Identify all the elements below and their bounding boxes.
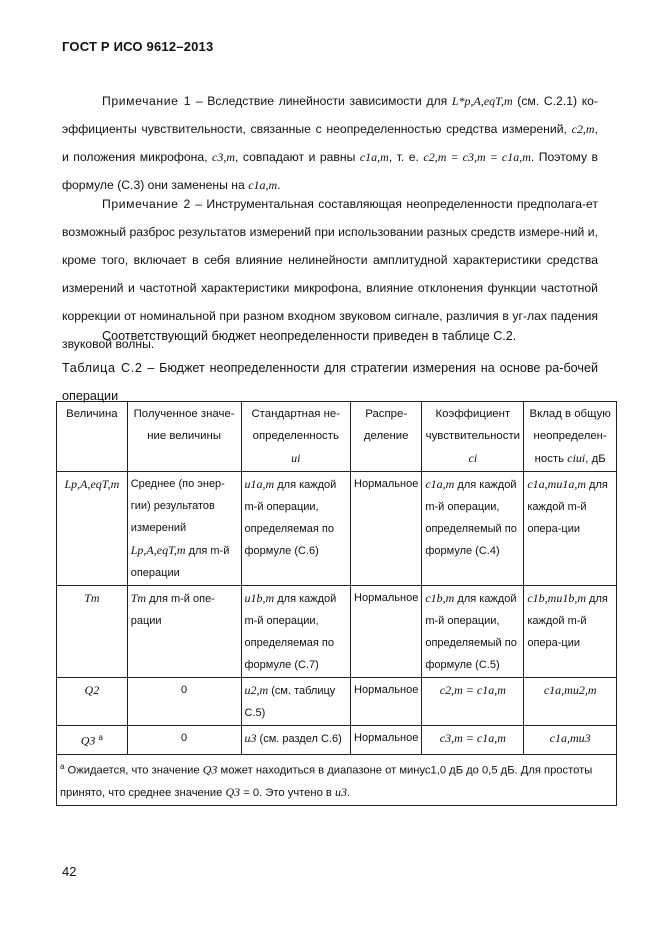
header-std-uncertainty (241, 402, 351, 472)
row2-uncertainty (241, 586, 351, 678)
table-row (57, 726, 617, 755)
header-distribution: Распре-деление (351, 402, 422, 472)
row1-uncertainty (241, 472, 351, 586)
row3-value: 0 (127, 678, 241, 726)
row3-contribution-symbol: c1a,mu2,m (543, 683, 597, 697)
row2-distribution: Нормальное (351, 586, 422, 678)
row2-sensitivity-text: для каждой m-й операции, определяемый по формуле (С.5) (425, 593, 517, 671)
header-contribution-unit: , дБ (585, 453, 606, 465)
row1-quantity (57, 472, 128, 586)
row4-sensitivity (422, 726, 524, 755)
row1-contribution-symbol: c1a,mu1a,m (527, 477, 586, 491)
row1-uncertainty-symbol: u1a,m (244, 477, 275, 491)
row2-sensitivity-symbol: c1b,m (425, 591, 455, 605)
footnote-math-3: u3 (334, 785, 347, 800)
row4-uncertainty-symbol: u3 (244, 731, 257, 745)
note-1-text-5: , т. е. (388, 150, 424, 164)
row2-contribution (524, 586, 617, 678)
row1-value (127, 472, 241, 586)
table-row (57, 678, 617, 726)
row2-sensitivity (422, 586, 524, 678)
footnote-mark: a (60, 761, 65, 771)
row2-uncertainty-text: для каждой m-й операции, определяемая по формуле (С.7) (244, 593, 337, 671)
row3-distribution: Нормальное (351, 678, 422, 726)
row3-quantity (57, 678, 128, 726)
row1-contribution (524, 472, 617, 586)
row4-uncertainty (241, 726, 351, 755)
body-text: Соответствующий бюджет неопределенности приведен в таблице С.2. (102, 329, 517, 343)
row2-value-text: для m-й опе-рации (130, 593, 215, 627)
header-contribution-symbol: ciui (567, 451, 586, 465)
row4-quantity (57, 726, 128, 755)
table-caption-label: Таблица С.2 (62, 361, 143, 375)
row4-contribution-symbol: c1a,mu3 (549, 731, 591, 745)
row1-value-symbol: Lp,A,eqT,m (130, 543, 186, 557)
page-number: 42 (62, 864, 77, 879)
uncertainty-budget-table (56, 401, 617, 806)
row1-sensitivity-text: для каждой m-й операции, определяемый по формуле (С.4) (425, 479, 517, 557)
row4-uncertainty-text: (см. раздел С.6) (256, 733, 342, 745)
note-1-math-5: c2,m = c3,m = c1a,m (423, 150, 531, 164)
row1-sensitivity-symbol: c1a,m (425, 477, 455, 491)
row3-contribution (524, 678, 617, 726)
header-sensitivity-symbol: ci (468, 451, 478, 465)
row1-quantity-symbol: Lp,A,eqT,m (64, 477, 120, 491)
row3-sensitivity-symbol: c2,m = c1a,m (439, 683, 506, 697)
header-sensitivity-text: Коэффициент чувствительности (425, 408, 521, 442)
table-footnote (57, 754, 617, 806)
row1-uncertainty-text: для каждой m-й операции, определяемая по формуле (С.6) (244, 479, 337, 557)
footnote-text-3: = 0. Это учтено в (240, 787, 335, 800)
note-1-text-4: , совпадают и равны (235, 150, 360, 164)
row3-uncertainty-symbol: u2,m (244, 683, 269, 697)
note-2-text: – Инструментальная составляющая неопределенности предполага-ет возможный разброс результатов измерений при использовании разных средств измере-ний и, кроме того, включает в себя влияние нелинейности амплитудной характеристики средства измерений и частотной характеристики микрофона, влияние отклонения функции частотной коррекции от номинальной при разном входном звуковом сигнале, различия в уг-лах падения звуковой волны. (62, 197, 599, 351)
header-std-uncertainty-text: Стандартная не-определенность (251, 408, 341, 442)
footnote-text-1: Ожидается, что значение (64, 764, 203, 777)
table-footnote-row (57, 754, 617, 806)
footnote-text-2: может находиться в диапазоне от минус1,0 дБ до 0,5 дБ. Для простоты принято, что среднее значение (60, 764, 593, 800)
row3-uncertainty-text: (см. таблицу С.5) (244, 685, 336, 719)
note-1-math-4: c1a,m (359, 150, 389, 164)
note-2-label: Примечание 2 (102, 197, 191, 211)
row1-value-text-2: для m-й операции (130, 545, 230, 579)
row1-distribution: Нормальное (351, 472, 422, 586)
row4-contribution (524, 726, 617, 755)
row1-contribution-text: для каждой m-й опера-ции (527, 479, 608, 535)
note-1-text-3: , и положения микрофона, (62, 122, 598, 164)
header-contribution (524, 402, 617, 472)
header-value: Полученное значе-ние величины (127, 402, 241, 472)
header-quantity: Величина (57, 402, 128, 472)
note-1-text-7: . (277, 178, 281, 192)
note-1-text-6: . Поэтому в формуле (С.3) они заменены на (62, 150, 598, 192)
row1-sensitivity (422, 472, 524, 586)
note-1-label: Примечание 1 (102, 94, 192, 108)
row4-value: 0 (127, 726, 241, 755)
note-1-math-1: L*p,A,eqT,m (451, 94, 513, 108)
header-contribution-text: Вклад в общую неопределен-ность (529, 408, 611, 465)
note-1-math-2: c2,m (571, 122, 595, 136)
header-std-uncertainty-symbol: ui (291, 451, 301, 465)
row4-quantity-symbol: Q3 (80, 733, 96, 748)
row3-uncertainty (241, 678, 351, 726)
header-sensitivity (422, 402, 524, 472)
note-1-text-2: (см. С.2.1) ко-эффициенты чувствительности, связанные с неопределенностью средства измерений, (62, 94, 599, 136)
body-paragraph (62, 322, 598, 350)
table-row (57, 472, 617, 586)
row3-quantity-symbol: Q2 (84, 683, 100, 697)
row1-value-text-1: Среднее (по энер-гии) результатов измерений (130, 478, 225, 534)
table-row (57, 586, 617, 678)
row4-footnote-mark: a (98, 733, 103, 742)
row2-uncertainty-symbol: u1b,m (244, 591, 275, 605)
row2-quantity (57, 586, 128, 678)
note-1 (62, 87, 598, 199)
footnote-text-4: . (346, 787, 351, 800)
table-header-row (57, 402, 617, 472)
row2-contribution-text: для каждой m-й опера-ции (527, 593, 608, 649)
row2-contribution-symbol: c1b,mu1b,m (527, 591, 586, 605)
note-1-math-3: c3,m (212, 150, 236, 164)
row4-sensitivity-symbol: c3,m = c1a,m (439, 731, 506, 745)
note-1-math-6: c1a,m (248, 178, 278, 192)
row2-value (127, 586, 241, 678)
row4-distribution: Нормальное (351, 726, 422, 755)
row2-value-symbol: Tm (130, 591, 147, 605)
document-title: ГОСТ Р ИСО 9612–2013 (62, 39, 214, 54)
footnote-math-2: Q3 (225, 785, 241, 800)
row3-sensitivity (422, 678, 524, 726)
table-caption-text: – Бюджет неопределенности для стратегии измерения на основе ра-бочей операции (62, 361, 599, 403)
footnote-math-1: Q3 (202, 762, 218, 777)
row2-quantity-symbol: Tm (84, 591, 100, 605)
note-1-text-1: – Вследствие линейности зависимости для (191, 94, 452, 108)
